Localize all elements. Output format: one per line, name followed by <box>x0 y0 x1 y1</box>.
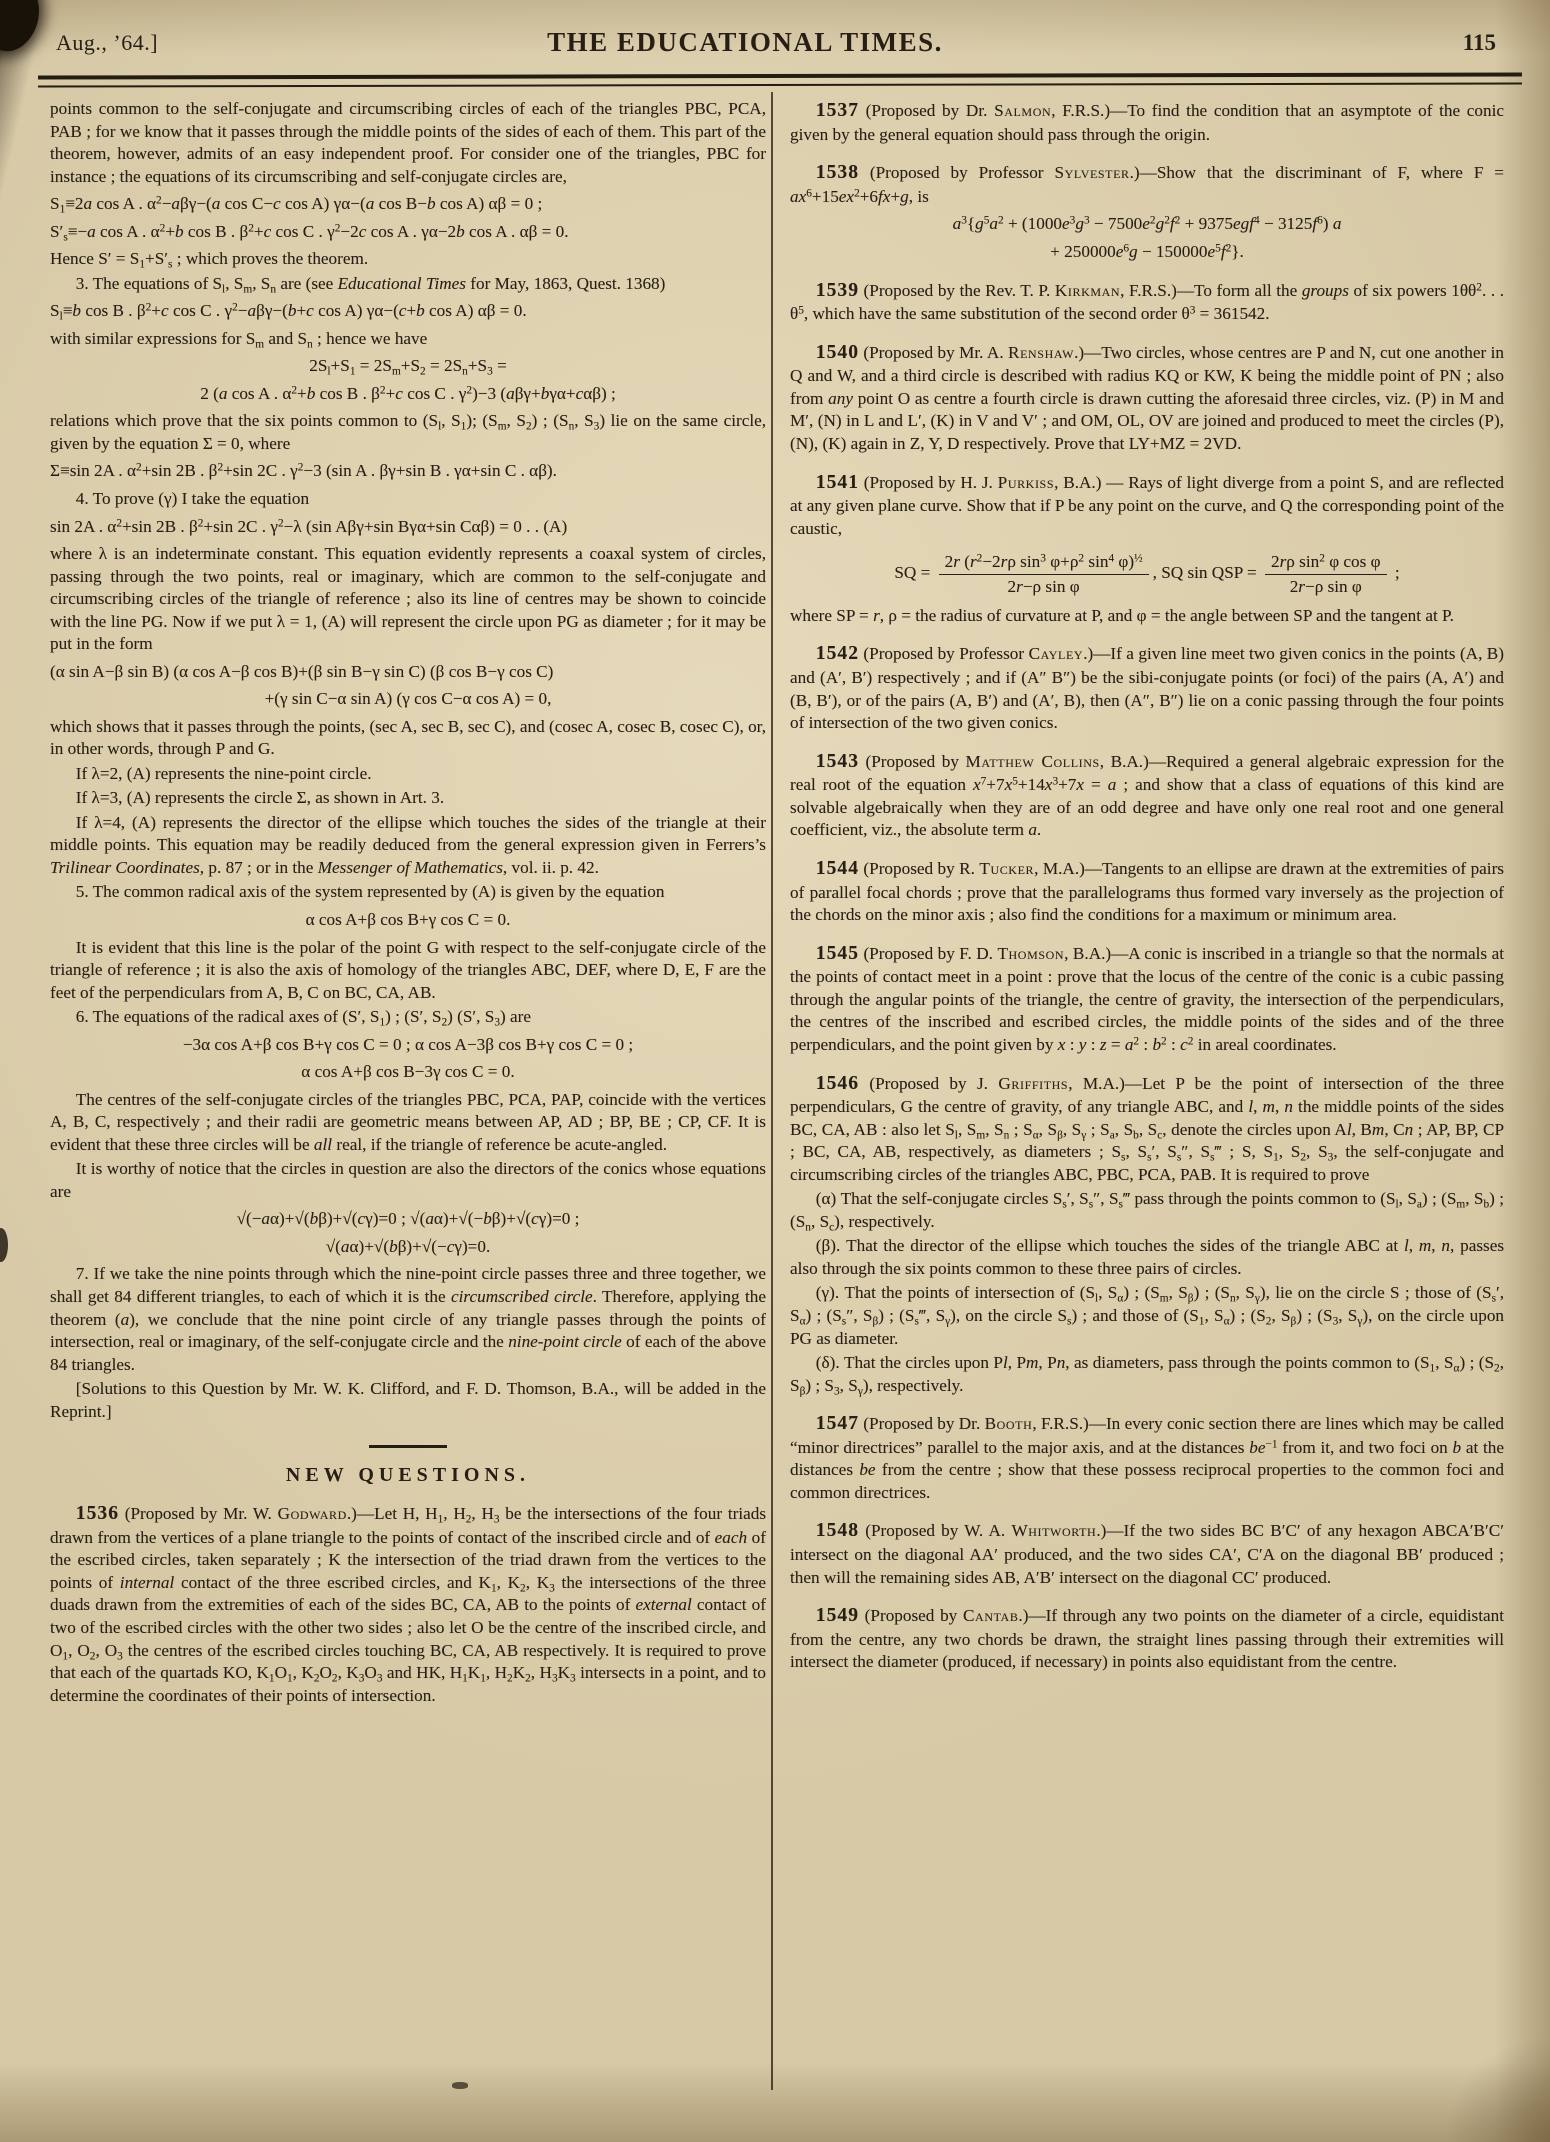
paragraph: 5. The common radical axis of the system represented by (A) is given by the equation <box>75 882 665 902</box>
question-paragraph: 1543 (Proposed by Matthew Collins, B.A.)—Required a general algebraic expression for the real root of the equation $x^7+7x^5+14x^3+7x = a$ ; and show that a class of equations of this kind are solvable algebraically when they are of an odd degree and have only one real root and one general coefficient, viz., the absolute term a. <box>790 750 1505 840</box>
page-title: THE EDUCATIONAL TIMES. <box>547 27 943 57</box>
paragraph: where λ is an indeterminate constant. This equation evidently represents a coaxal system of circles, passing through the two points, real or imaginary, which are common to the self-conjugate and circumscribing circles of the triangle of reference ; also its line of centres may be shown to coincide with the line PG. Now if we put λ = 1, (A) will represent the circle upon PG as diameter ; for it may be put in the form <box>50 544 766 654</box>
question-paragraph: 1547 (Proposed by Dr. Booth, F.R.S.)—In every conic section there are lines which may be called “minor directrices” parallel to the major axis, and at the distances $be^{-1}$ from it, and two foci on b at the distances be from the centre ; show that these possess reciprocal properties to the common foci and common directrices. <box>790 1413 1504 1502</box>
header-double-rule <box>38 72 1522 87</box>
column-divider-rule <box>771 92 773 2090</box>
equation: $2S_l+S_1 = 2S_m+S_2 = 2S_n+S_3$ = <box>309 356 507 378</box>
paragraph: 6. The equations of the radical axes of (S′, $S_1$) ; (S′, $S_2$) (S′, $S_3$) are <box>75 1007 532 1029</box>
paragraph: relations which prove that the six points common to ($S_l$, $S_1$); ($S_m$, $S_2$) ; ($S_n$, $S_3$) lie on the same circle, given by the equation Σ = 0, where <box>50 411 767 453</box>
equation: α cos A+β cos B+γ cos C = 0. <box>305 910 511 929</box>
paragraph: Hence $S' = S_1+S'_s$ ; which proves the theorem. <box>50 249 369 271</box>
paragraph: If λ=3, (A) represents the circle Σ, as shown in Art. 3. <box>75 788 445 808</box>
section-heading: NEW QUESTIONS. <box>285 1464 531 1487</box>
paragraph: (α) That the self-conjugate circles $S_s'$, $S_s''$, $S_s‴$ pass through the points common to ($S_l$, $S_a$) ; ($S_m$, $S_b$) ; ($S_n$, $S_c$), respectively. <box>790 1189 1504 1234</box>
paragraph: 4. To prove (γ) I take the equation <box>75 488 310 508</box>
paragraph: which shows that it passes through the points, (sec A, sec B, sec C), and (cosec A, cosec B, cosec C), or, in other words, through P and G. <box>50 716 766 759</box>
equation: √(aα)+√(bβ)+√(−cγ)=0. <box>325 1236 491 1256</box>
question-paragraph: 1540 (Proposed by Mr. A. Renshaw.)—Two circles, whose centres are P and N, cut one another in Q and W, and a third circle is described with radius KQ or KW, K being the middle point of PN ; also from any point O as centre a fourth circle is drawn cutting the aforesaid three circles, viz. (P) in M and M′, (N) in L and L′, (K) in V and V′ ; and OM, OL, OV are joined and produced to meet the circles (P), (N), (K) again in Z, Y, D respectively. Prove that LY+MZ = 2VD. <box>790 341 1504 453</box>
page-number: 115 <box>1462 30 1496 55</box>
paragraph: 7. If we take the nine points through which the nine-point circle passes three and three together, we shall get 84 different triangles, to each of which it is the circumscribed circle. Therefore, applying the theorem (a), we conclude that the nine point circle of any triangle passes through the points of intersection, real or imaginary, of the self-conjugate circle and the nine-point circle of each of the above 84 triangles. <box>50 1264 766 1374</box>
question-paragraph: 1546 (Proposed by J. Griffiths, M.A.)—Let P be the point of intersection of the three perpendiculars, G the centre of gravity, of any triangle ABC, and l, m, n the middle points of the sides BC, CA, AB : also let $S_l$, $S_m$, $S_n$ ; $S_\alpha$, $S_\beta$, $S_\gamma$ ; $S_a$, $S_b$, $S_c$, denote the circles upon Al, Bm, Cn ; AP, BP, CP ; BC, CA, AB, respectively, as diameters ; $S_s$, $S_s'$, $S_s''$, $S_s‴$ ; S, $S_1$, $S_2$, $S_3$, the self-conjugate and circumscribing circles of the triangles ABC, PBC, PCA, PAB. It is required to prove <box>790 1072 1505 1184</box>
equation: (α sin A−β sin B) (α cos A−β cos B)+(β sin B−γ sin C) (β cos B−γ cos C) <box>50 661 554 681</box>
equation: $a^3\{g^5a^2 + (1000e^3g^3 - 7500e^2g^2f^2 + 9375egf^4 - 3125f^6)$ a <box>952 214 1342 234</box>
question-paragraph: 1541 (Proposed by H. J. Purkiss, B.A.) — Rays of light diverge from a point S, and are reflected at any given plane curve. Show that if P be any point on the curve, and Q the corresponding point of the caustic, <box>790 471 1504 538</box>
right-column <box>790 96 1504 1674</box>
paragraph: If λ=2, (A) represents the nine-point circle. <box>75 763 372 783</box>
section-divider <box>369 1445 447 1448</box>
equation: SQ = $\frac{2r (r^2-2r\rho \sin^3 \varphi+\rho^2 \sin^4 \varphi)^{\frac{1}{2}}}{\text{2r−ρ sin φ}}$ , SQ sin QSP = $\frac{2r\rho \sin^2 \varphi \cos \varphi}{\text{2r−ρ sin φ}}$ ; <box>894 552 1400 597</box>
question-paragraph: 1545 (Proposed by F. D. Thomson, B.A.)—A conic is inscribed in a triangle so that the normals at the points of contact meet in a point : prove that the locus of the centre of the conic is a cubic passing through the angular points of the triangle, the centre of gravity, the intersection of the perpendiculars, the centres of the inscribed and escribed circles, the middle points of the sides and of the three perpendiculars, and the point given by x : y : $z = a^2$ : $b^2$ : $c^2$ in areal coordinates. <box>790 942 1504 1054</box>
paragraph: (β). That the director of the ellipse which touches the sides of the triangle ABC at l, m, n, passes also through the six points common to these three pairs of circles. <box>790 1236 1505 1278</box>
equation: + $250000e^6g - 150000e^5f^2$}. <box>1050 241 1244 261</box>
paragraph: 3. The equations of $S_l$, $S_m$, $S_n$ are (see Educational Times for May, 1863, Quest. 1368) <box>75 273 666 296</box>
scan-artifact <box>0 1228 8 1262</box>
paragraph: If λ=4, (A) represents the director of the ellipse which touches the sides of the triangle at their middle points. This equation may be readily deduced from the general expression given in Ferrers’s Trilinear Coordinates, p. 87 ; or in the Messenger of Mathematics, vol. ii. p. 42. <box>50 812 766 877</box>
header-date: Aug., ’64.] <box>56 30 159 55</box>
equation: $S_l\equiv b$ cos B . $\beta^2+c$ cos C . $\gamma^2-a\beta\gamma-(b+c$ cos A) γα−(c+b cos A) αβ = 0. <box>50 301 527 323</box>
equation: +(γ sin C−α sin A) (γ cos C−α cos A) = 0, <box>264 689 552 709</box>
left-column <box>50 96 766 1707</box>
paragraph: points common to the self-conjugate and circumscribing circles of each of the triangles PBC, PCA, PAB ; for we know that it passes through the middle points of the sides of each of them. This part of the theorem, however, admits of an easy independent proof. For consider one of the triangles, PBC for instance ; the equations of its circumscribing and self-conjugate circles are, <box>50 99 766 186</box>
question-paragraph: 1536 (Proposed by Mr. W. Godward.)—Let H, $H_1$, $H_2$, $H_3$ be the intersections of the four triads drawn from the vertices of a plane triangle to the points of contact of the inscribed circle and of each of the escribed circles, taken separately ; K the intersection of the triad drawn from the vertices to the points of internal contact of the three escribed circles, and $K_1$, $K_2$, $K_3$ the intersections of the three duads drawn from the extremities of each of the sides BC, CA, AB to the points of external contact of two of the escribed circles with the other two sides ; also let O be the centre of the inscribed circle, and $O_1$, $O_2$, $O_3$ the centres of the escribed circles touching BC, CA, AB respectively. It is required to prove that each of the quartads KO, $K_1O_1$, $K_2O_2$, $K_3O_3$ and HK, $H_1K_1$, $H_2K_2$, $H_3K_3$ intersects in a point, and to determine the coordinates of their points of intersection. <box>50 1503 767 1705</box>
paragraph: It is worthy of notice that the circles in question are also the directors of the conics whose equations are <box>50 1159 766 1201</box>
paragraph: (γ). That the points of intersection of ($S_l$, $S_\alpha$) ; ($S_m$, $S_\beta$) ; ($S_n$, $S_\gamma$), lie on the circle S ; those of ($S_s'$, $S_\alpha$) ; ($S_s''$, $S_\beta$) ; ($S_s‴$, $S_\gamma$), on the circle $S_s$) ; and those of ($S_1$, $S_\alpha$) ; ($S_2$, $S_\beta$) ; ($S_3$, $S_\gamma$), on the circle upon PG as diameter. <box>790 1283 1505 1348</box>
equation: sin 2A . $\alpha^2+\sin$ 2B . $\beta^2+\sin$ 2C . $\gamma^2-\lambda$ (sin Aβγ+sin Bγα+sin Cαβ) = 0 . . (A) <box>50 516 568 536</box>
paragraph: where SP = r, ρ = the radius of curvature at P, and φ = the angle between SP and the tangent at P. <box>790 605 1454 625</box>
equation: $S_1\equiv 2a$ cos A . $\alpha^2-a\beta\gamma-(a$ cos C−c cos A) γα−(a cos B−b cos A) αβ = 0 ; <box>50 194 543 216</box>
question-paragraph: 1539 (Proposed by the Rev. T. P. Kirkman, F.R.S.)—To form all the groups of six powers $1\theta\theta^2$. . . $\theta^5$, which have the same substitution of the second order $\theta^3 = 361542$. <box>790 279 1504 324</box>
question-paragraph: 1537 (Proposed by Dr. Salmon, F.R.S.)—To find the condition that an asymptote of the conic given by the general equation should pass through the origin. <box>790 100 1505 144</box>
paragraph: The centres of the self-conjugate circles of the triangles PBC, PCA, PAP, coincide with the vertices A, B, C, respectively ; and their radii are geometric means between AP, AD ; BP, BE ; CP, CF. It is evident that these three circles will be all real, if the triangle of reference be acute-angled. <box>50 1089 766 1154</box>
question-paragraph: 1548 (Proposed by W. A. Whitworth.)—If the two sides BC B′C′ of any hexagon ABCA′B′C′ intersect on the diagonal AA′ produced, and the two sides CA′, C′A on the diagonal BB′ produced ; then will the remaining sides AB, A′B′ intersect on the diagonal CC′ produced. <box>790 1520 1504 1587</box>
scan-artifact <box>452 2082 468 2089</box>
paragraph: It is evident that this line is the polar of the point G with respect to the self-conjugate circle of the triangle of reference ; it is also the axis of homology of the triangles ABC, DEF, where D, E, F are the feet of the perpendiculars from A, B, C on BC, CA, AB. <box>50 937 766 1002</box>
question-paragraph: 1549 (Proposed by Cantab.)—If through any two points on the diameter of a circle, equidistant from the centre, any two chords be drawn, the straight lines passing through their extremities will intersect the diameter (produced, if necessary) in points also equidistant from the centre. <box>790 1605 1505 1672</box>
paragraph: with similar expressions for $S_m$ and $S_n$ ; hence we have <box>50 328 428 351</box>
equation: α cos A+β cos B−3γ cos C = 0. <box>301 1062 515 1082</box>
equation: √(−aα)+√(bβ)+√(cγ)=0 ; √(aα)+√(−bβ)+√(cγ)=0 ; <box>236 1209 580 1229</box>
question-paragraph: 1542 (Proposed by Professor Cayley.)—If a given line meet two given conics in the points (A, B) and (A′, B′) respectively ; and if (A″ B″) be the sibi-conjugate points (or foci) of the pairs (A, A′) and (B, B′), or of the pairs (A, B′) and (A′, B), then (A″, B″) lie on a conic passing through the four points of intersection of the two given conics. <box>790 643 1504 733</box>
question-paragraph: 1538 (Proposed by Professor Sylvester.)—Show that the discriminant of F, where $F = ax^6+15ex^2+6fx+g$, is <box>790 162 1504 206</box>
paragraph: (δ). That the circles upon Pl, Pm, Pn, as diameters, pass through the points common to ($S_1$, $S_\alpha$) ; ($S_2$, $S_\beta$) ; $S_3$, $S_\gamma$), respectively. <box>790 1353 1504 1397</box>
equation: −3α cos A+β cos B+γ cos C = 0 ; α cos A−3β cos B+γ cos C = 0 ; <box>182 1034 634 1054</box>
equation: $S'_s\equiv-a$ cos A . $\alpha^2+b$ cos B . $\beta^2+c$ cos C . $\gamma^2-2c$ cos A . γα−2b cos A . αβ = 0. <box>50 221 569 244</box>
question-paragraph: 1544 (Proposed by R. Tucker, M.A.)—Tangents to an ellipse are drawn at the extremities of pairs of parallel focal chords ; prove that the parallelograms thus formed vary inversely as the projection of the chords on the minor axis ; also find the conditions for a maximum or minimum area. <box>790 857 1504 925</box>
paragraph: [Solutions to this Question by Mr. W. K. Clifford, and F. D. Thomson, B.A., will be added in the Reprint.] <box>50 1379 766 1421</box>
equation: Σ≡sin 2A . $\alpha^2+\sin$ 2B . $\beta^2+\sin$ 2C . $\gamma^2-3$ (sin A . βγ+sin B . γα+sin C . αβ). <box>50 461 557 481</box>
equation: 2 (a cos A . $\alpha^2+b$ cos B . $\beta^2+c$ cos C . $\gamma^2)-3$ (aβγ+bγα+cαβ) ; <box>200 383 616 403</box>
